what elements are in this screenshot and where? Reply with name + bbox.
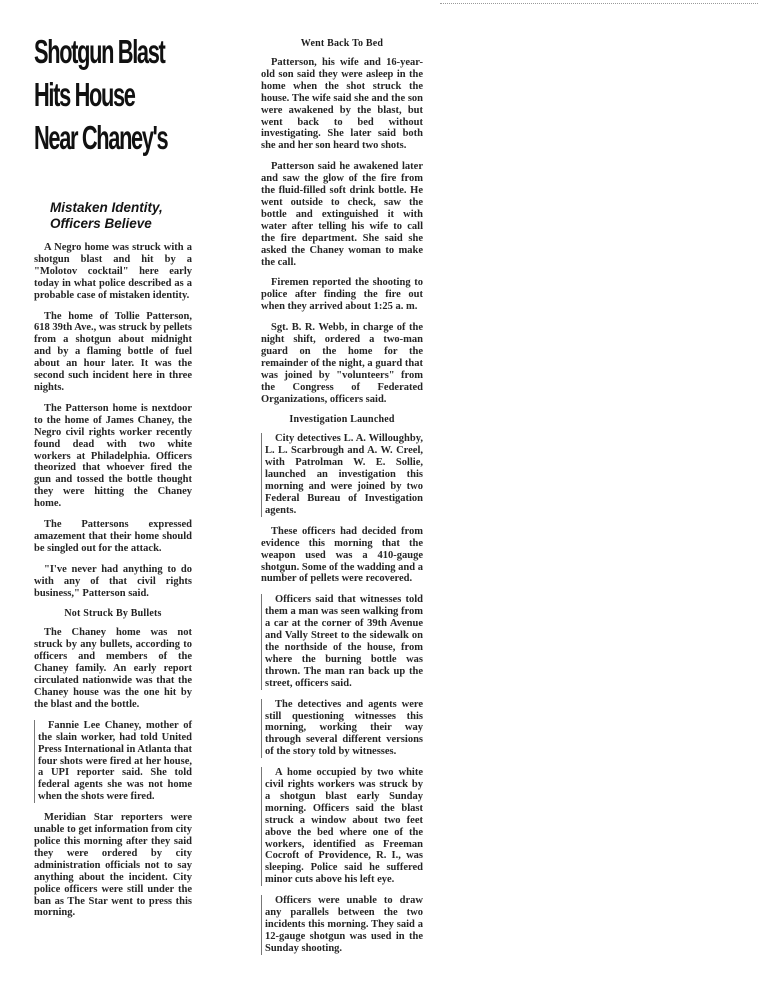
paragraph: The Patterson home is nextdoor to the home of James Chaney, the Negro civil rights worker recently found dead with two white workers at Philadelphia. Officers theorized that whoever fired the gun and tossed the bottle thought they were hitting the Chaney home. xyxy=(34,402,192,510)
paragraph: The detectives and agents were still questioning witnesses this morning, working their way through several different versions of the story told by witnesses. xyxy=(261,699,423,759)
paragraph: Fannie Lee Chaney, mother of the slain worker, had told United Press International in Atlanta that four shots were fired at her house, a UPI reporter said. She told federal agents she was not home when the shots were fired. xyxy=(34,720,192,803)
paragraph: The home of Tollie Patterson, 618 39th Ave., was struck by pellets from a shotgun about midnight and by a flaming bottle of fuel about an hour later. It was the second such incident here in three nights. xyxy=(34,310,192,393)
paragraph: Firemen reported the shooting to police after finding the fire out when they arrived about 1:25 a. m. xyxy=(261,277,423,313)
paragraph: These officers had decided from evidence this morning that the weapon used was a 410-gauge shotgun. Some of the wadding and a number of pellets were recovered. xyxy=(261,525,423,585)
paragraph: Meridian Star reporters were unable to get information from city police this morning after they said they were ordered by city administration officials not to say anything about the incident. City police officers were still under the ban as The Star went to press this morning. xyxy=(34,812,192,919)
paragraph: Officers were unable to draw any parallels between the two incidents this morning. They said a 12-gauge shotgun was used in the Sunday shooting. xyxy=(261,895,423,955)
headline-line-2: Hits House xyxy=(34,76,135,113)
scan-edge-line xyxy=(440,3,758,4)
paragraph: A Negro home was struck with a shotgun blast and hit by a "Molotov cocktail" here early today in what police described as a probable case of mistaken identity. xyxy=(34,242,192,301)
paragraph: The Chaney home was not struck by any bullets, according to officers and members of the Chaney family. An early report circulated nationwide was that the Chaney house was the one hit by the blast and the bottle. xyxy=(34,627,192,710)
article-column-left xyxy=(34,30,192,928)
deck-line-2: Officers Believe xyxy=(50,216,152,231)
paragraph: The Pattersons expressed amazement that their home should be singled out for the attack. xyxy=(34,519,192,554)
paragraph: A home occupied by two white civil rights workers was struck by a shotgun blast early Sunday morning. Officers said the blast struck a window about two feet above the bed where one of the workers, identified as Freeman Cocroft of Providence, R. I., was sleeping. Police said he suffered minor cuts above his left eye. xyxy=(261,767,423,886)
subhead-investigation: Investigation Launched xyxy=(289,414,395,426)
paragraph: Patterson, his wife and 16-year-old son said they were asleep in the home when the shot struck the house. The wife said she and the son were awakened by the blast, but went back to bed without investigating. She later said both she and her son heard two shots. xyxy=(261,57,423,152)
subhead-not-struck: Not Struck By Bullets xyxy=(64,608,162,620)
subhead-went-back: Went Back To Bed xyxy=(300,38,384,49)
paragraph: City detectives L. A. Willoughby, L. L. Scarbrough and A. W. Creel, with Patrolman W. E. Sollie, launched an investigation this morning and were joined by two Federal Bureau of Investigation agents. xyxy=(261,433,423,516)
deck-line-1: Mistaken Identity, xyxy=(50,200,163,215)
headline-line-1: Shotgun Blast xyxy=(34,33,165,70)
headline-line-3: Near Chaney's xyxy=(34,119,168,156)
paragraph: Officers said that witnesses told them a man was seen walking from a car at the corner of 39th Avenue and Vally Street to the sidewalk on the northside of the house, from where the burning bottle was thrown. The man ran back up the street, officers said. xyxy=(261,594,423,689)
headline xyxy=(34,30,192,162)
deck-subtitle xyxy=(50,200,192,232)
paragraph: Sgt. B. R. Webb, in charge of the night shift, ordered a two-man guard on the home for the remainder of the night, a guard that was joined by "volunteers" from the Congress of Federated Organizations, officers said. xyxy=(261,322,423,405)
paragraph: "I've never had anything to do with any of that civil rights business," Patterson said. xyxy=(34,563,192,599)
paragraph: Patterson said he awakened later and saw the glow of the fire from the fluid-filled soft drink bottle. He went outside to check, saw the bottle and extinguished it with water after telling his wife to call the fire department. She said she asked the Chaney woman to make the call. xyxy=(261,161,423,268)
article-column-right xyxy=(261,36,423,964)
